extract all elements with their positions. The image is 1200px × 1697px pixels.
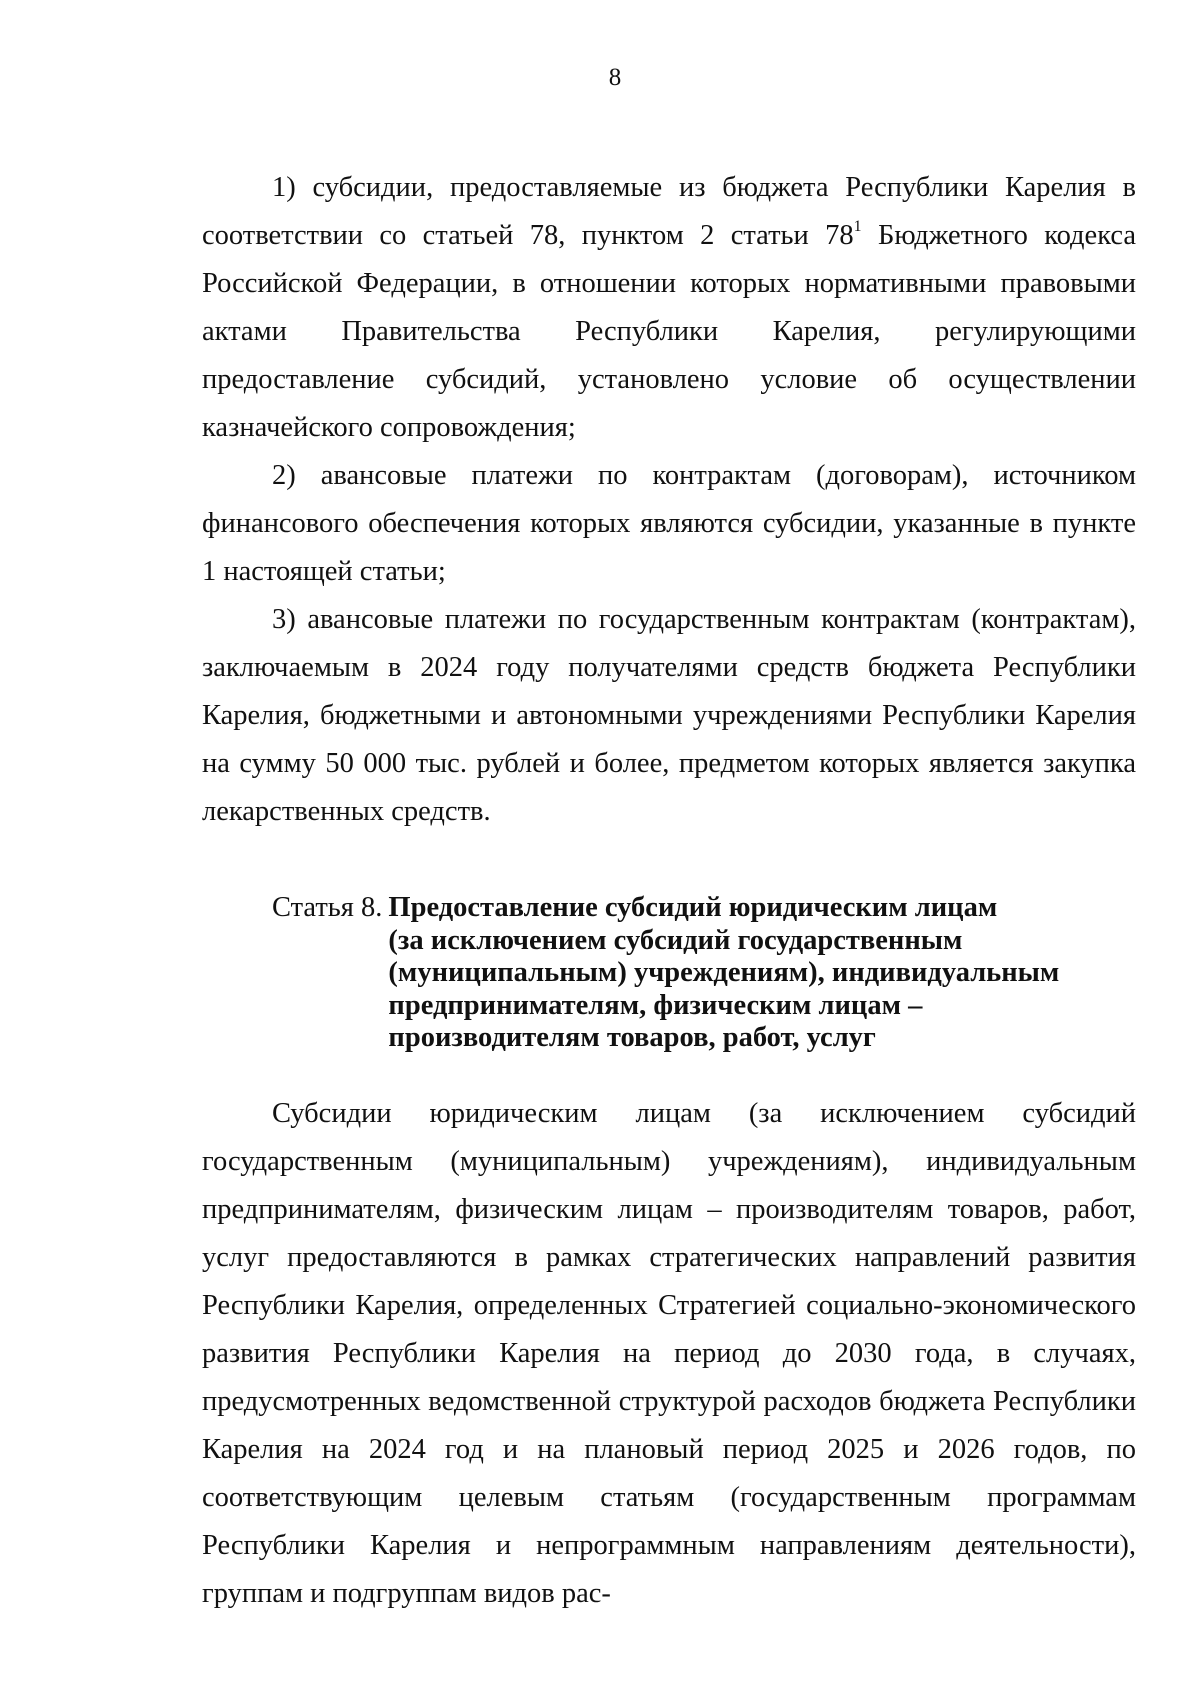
article-8-number: Статья 8. xyxy=(272,892,383,923)
page-number: 8 xyxy=(608,64,622,91)
list-item-2: 2) авансовые платежи по контрактам (договорам), источником финансового обеспечения которых являются субсидии, указанные в пункте 1 настоящей статьи; xyxy=(202,460,1136,587)
article-8-paragraph: Субсидии юридическим лицам (за исключением субсидий государственным (муниципальным) учреждениям), индивидуальным предпринимателям, физическим лицам – производителям товаров, работ, услуг предоставляются в рамках стратегических направлений развития Республики Карелия, определенных Стратегией социально-экономического развития Республики Карелия на период до 2030 года, в случаях, предусмотренных ведомственной структурой расходов бюджета Республики Карелия на 2024 год и на плановый период 2025 и 2026 годов, по соответствующим целевым статьям (государственным программам Республики Карелия и непрограммным направлениям деятельности), группам и подгруппам видов рас- xyxy=(202,1098,1136,1609)
list-item-1-text-cont: Бюджетного кодекса Российской Федерации, в отношении которых нормативными правовыми актами Правительства Республики Карелия, регулирующими предоставление субсидий, установлено условие об осуществлении казначейского сопровождения; xyxy=(202,220,1136,443)
list-item-1 xyxy=(202,164,1136,452)
article-8-title-line: (за исключением субсидий государственным xyxy=(388,924,963,956)
article-8-body xyxy=(202,1090,1136,1618)
article-8-title xyxy=(388,892,1059,1055)
list-item-3: 3) авансовые платежи по государственным контрактам (контрактам), заключаемым в 2024 году получателями средств бюджета Республики Карелия, бюджетными и автономными учреждениями Республики Карелия на сумму 50 000 тыс. рублей и более, предметом которых является закупка лекарственных средств. xyxy=(202,604,1136,827)
list-item-1-text: 1) субсидии, предоставляемые из бюджета Республики Карелия в соответствии со статьей 78, пунктом 2 статьи 78 xyxy=(202,172,1136,251)
article-8-title-line: Предоставление субсидий юридическим лицам xyxy=(388,892,998,923)
superscript: 1 xyxy=(853,218,862,235)
article-8-title-line: предпринимателям, физическим лицам – xyxy=(388,989,923,1021)
article7-items xyxy=(202,164,1136,836)
article-8-title-line: (муниципальным) учреждениям), индивидуальным xyxy=(388,957,1060,988)
article-8-heading xyxy=(272,892,1132,1055)
article-8-title-line: производителям товаров, работ, услуг xyxy=(388,1022,876,1053)
